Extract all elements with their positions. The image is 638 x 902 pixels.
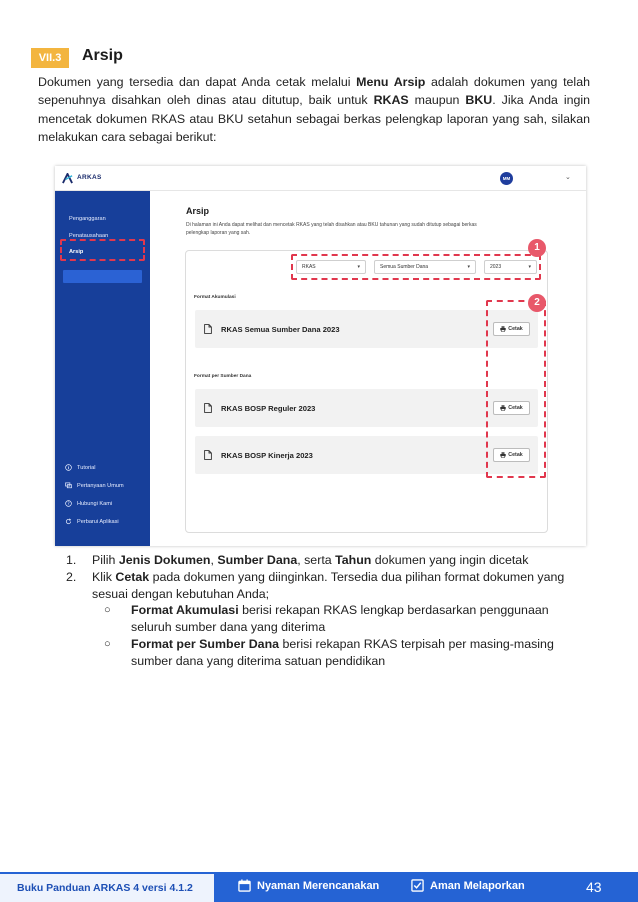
sidebar-item-arsip[interactable]: Arsip bbox=[69, 249, 84, 255]
info-icon bbox=[65, 464, 72, 471]
refresh-icon bbox=[65, 518, 72, 525]
caret-down-icon: ▾ bbox=[357, 264, 360, 270]
circle-bullet-icon: ○ bbox=[104, 604, 111, 617]
chat-icon bbox=[65, 482, 72, 489]
sub-list-item: ○ Format per Sumber Dana berisi rekapan RKAS terpisah per masing-masing sumber dana yang diterima satuan pendidikan bbox=[104, 636, 554, 668]
cetak-label: Cetak bbox=[508, 405, 523, 411]
sidebar-item-label: Hubungi Kami bbox=[77, 500, 113, 507]
section-title: Arsip bbox=[82, 47, 123, 64]
footer-tag-label: Aman Melaporkan bbox=[430, 879, 525, 892]
caret-down-icon: ▾ bbox=[467, 264, 470, 270]
marker-2: 2 bbox=[528, 294, 546, 312]
sidebar-item-label: Pertanyaan Umum bbox=[77, 482, 124, 489]
app-name: ARKAS bbox=[77, 174, 102, 181]
marker-1: 1 bbox=[528, 239, 546, 257]
page-title: Arsip bbox=[186, 206, 210, 216]
footer-book-title-box bbox=[0, 872, 214, 902]
highlight-filters bbox=[291, 254, 541, 280]
file-icon bbox=[204, 450, 212, 460]
help-icon bbox=[65, 500, 72, 507]
page-description: Di halaman ini Anda dapat melihat dan mencetak RKAS yang telah disahkan atau BKU tahunan yang sudah ditutup sebagai berkas pelengkap laporan yang sah. bbox=[186, 222, 477, 236]
highlight-cetak-buttons bbox=[486, 300, 546, 478]
list-item: 2. Klik Cetak pada dokumen yang diinginkan. Tersedia dua pilihan format dokumen yang sesuai dengan kebutuhan Anda; bbox=[66, 569, 565, 601]
sidebar-item-penatausahaan[interactable]: Penatausahaan bbox=[69, 233, 109, 239]
select-value: RKAS bbox=[302, 264, 316, 270]
footer-tag-nyaman bbox=[238, 879, 379, 892]
select-value: Semua Sumber Dana bbox=[380, 264, 429, 270]
document-name: RKAS BOSP Kinerja 2023 bbox=[221, 451, 313, 460]
sidebar-item-penganggaran[interactable]: Penganggaran bbox=[69, 216, 106, 222]
select-value: 2023 bbox=[490, 264, 502, 270]
group-label-akumulasi: Format Akumulasi bbox=[194, 295, 236, 300]
section-number-badge: VII.3 bbox=[31, 48, 69, 68]
file-icon bbox=[204, 324, 212, 334]
sidebar-item-label: Tutorial bbox=[77, 464, 96, 471]
app-screenshot bbox=[55, 166, 586, 546]
checkbox-icon bbox=[411, 879, 424, 892]
sidebar-item-label: Perbarui Aplikasi bbox=[77, 518, 119, 525]
file-icon bbox=[204, 403, 212, 413]
footer-tag-label: Nyaman Merencanakan bbox=[257, 879, 380, 892]
list-item: 1. Pilih Jenis Dokumen, Sumber Dana, serta Tahun dokumen yang ingin dicetak bbox=[66, 553, 529, 567]
steps-list bbox=[66, 552, 576, 670]
sub-list-item: ○ Format Akumulasi berisi rekapan RKAS lengkap berdasarkan penggunaan seluruh sumber dana yang diterima bbox=[104, 603, 549, 635]
calendar-icon bbox=[238, 879, 251, 892]
cetak-label: Cetak bbox=[508, 452, 523, 458]
page-number: 43 bbox=[586, 879, 602, 895]
footer-tag-aman bbox=[411, 879, 525, 892]
cetak-label: Cetak bbox=[508, 326, 523, 332]
document-name: RKAS BOSP Reguler 2023 bbox=[221, 404, 316, 413]
caret-down-icon: ▾ bbox=[528, 264, 531, 270]
sidebar-item-arsip-active[interactable] bbox=[63, 270, 142, 283]
sidebar-item-hubungi-kami[interactable] bbox=[65, 500, 112, 507]
document-name: RKAS Semua Sumber Dana 2023 bbox=[221, 325, 340, 334]
circle-bullet-icon: ○ bbox=[104, 637, 111, 650]
highlight-arsip-menu bbox=[60, 239, 145, 261]
list-number: 2. bbox=[66, 569, 77, 584]
chevron-down-icon[interactable]: ⌄ bbox=[565, 174, 571, 181]
app-topbar bbox=[55, 166, 586, 191]
avatar[interactable]: MM bbox=[500, 172, 513, 185]
sidebar-item-perbarui-aplikasi[interactable] bbox=[65, 518, 119, 525]
footer-book-title: Buku Panduan ARKAS 4 versi 4.1.2 bbox=[17, 882, 193, 894]
page-footer bbox=[0, 872, 638, 902]
intro-paragraph: Dokumen yang tersedia dan dapat Anda cetak melalui Menu Arsip adalah dokumen yang telah sepenuhnya disahkan oleh dinas atau ditutup, baik untuk RKAS maupun BKU. Jika Anda ingin mencetak dokumen RKAS atau BKU setahun sebagai berkas pelengkap laporan yang sah, silakan melakukan cara sebagai berikut: bbox=[38, 75, 590, 144]
arkas-logo-icon bbox=[62, 173, 73, 184]
list-number: 1. bbox=[66, 553, 77, 567]
sidebar-item-pertanyaan-umum[interactable] bbox=[65, 482, 124, 489]
sidebar-item-tutorial[interactable] bbox=[65, 464, 95, 471]
svg-text:?: ? bbox=[67, 502, 70, 507]
group-label-per-sumber-dana: Format per Sumber Dana bbox=[194, 374, 252, 379]
